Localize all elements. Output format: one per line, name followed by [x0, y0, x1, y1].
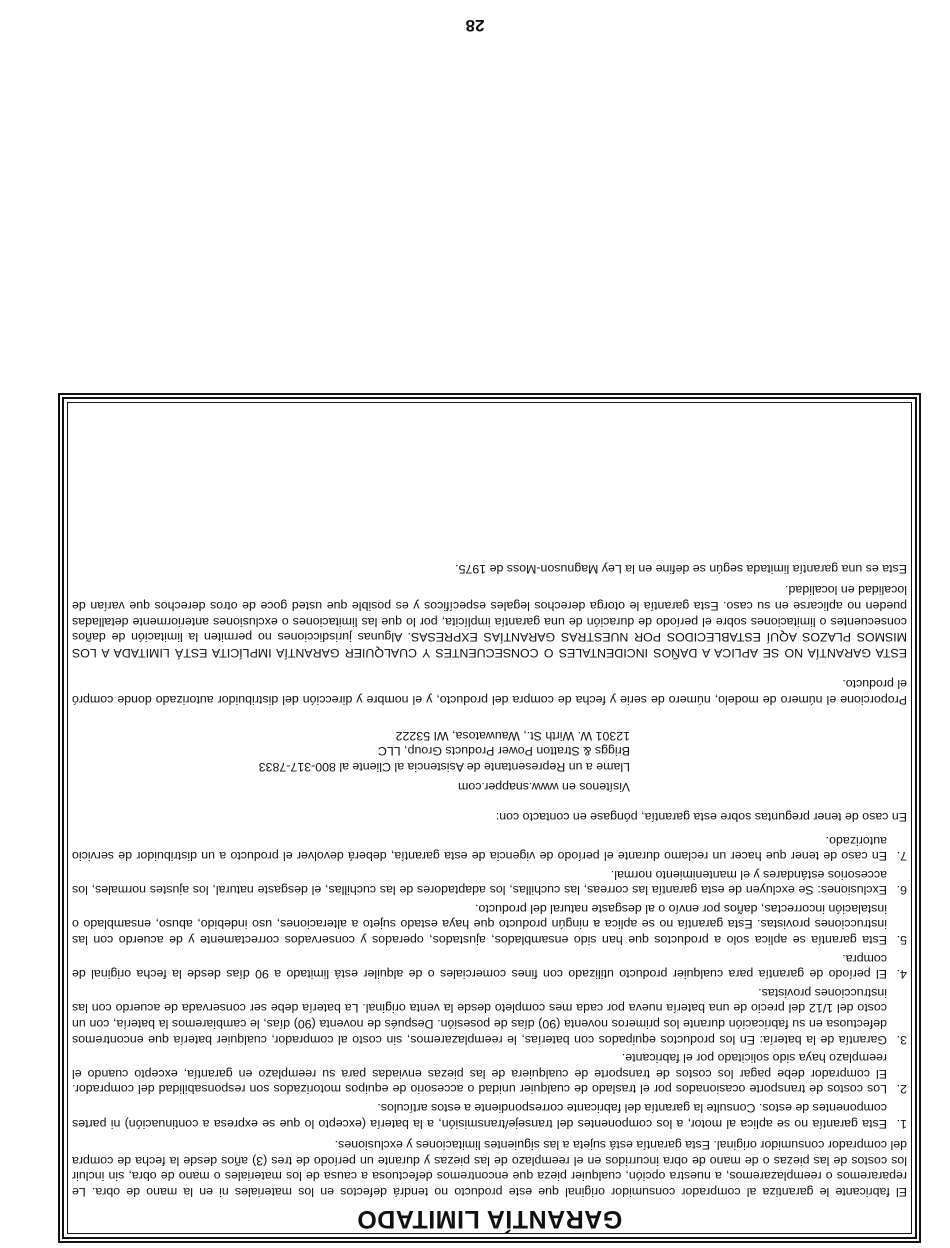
magnuson-moss-note: Esta es una garantía limitada según se define en la Ley Magnuson-Moss de 1975.	[455, 561, 907, 576]
list-item	[72, 900, 907, 947]
list-item-number: 3.	[896, 1032, 907, 1047]
list-item-text: Garantía de la batería: En los productos equipados con baterías, le reemplazaremos, sin costo al comprador, cualquier batería que encontremos defectuosa en su fabricación durante los primeros noventa (90) días de posesión. Después de noventa (90) días, le cambiaremos la batería, con un costo del 1/12 del precio de una batería nueva por cada mes completo desde la venta original. La batería debe ser conservada de acuerdo con las instrucciones provistas.	[72, 985, 887, 1047]
contact-phone: Llame a un Representante de Asistencia al Cliente al 800-317-7833	[258, 759, 630, 774]
warranty-intro: El fabricante le garantiza al comprador consumidor original que este producto no tendrá defectos en los materiales ni en la mano de obra. Le repararemos o reemplazaremos, a nuestra opción, cualquier pieza que encontremos defectuosa a causa de los materiales o mano de obra, sin incluir los costos de las piezas o de mano de obra incurridos en el reemplazo de las piezas y durante un período de tres (3) años desde la fecha de compra del comprador consumidor original. Esta garantía está sujeta a las siguientes limitaciones y exclusiones.	[72, 1138, 907, 1199]
contact-company: Briggs & Stratton Power Products Group, LLC	[377, 744, 630, 759]
list-item-text: Los costos de transporte ocasionados por el traslado de cualquier unidad o accesorio de equipos motorizados son responsabilidad del comprador. El comprador debe pagar los costos de transporte de cualquiera de las piezas enviadas para su reemplazo en garantía, excepto cuando el reemplazo haya sido solicitado por el fabricante.	[72, 1051, 887, 1097]
provide-info-paragraph: Proporcione el número de modelo, número de serie y fecha de compra del producto, y el nombre y dirección del distribuidor autorizado donde compró el producto.	[72, 677, 907, 707]
list-item	[72, 1050, 907, 1097]
warranty-title: GARANTÍA LIMITADO	[356, 1205, 623, 1233]
warranty-box	[58, 393, 921, 1243]
list-item-number: 5.	[896, 933, 907, 948]
list-item-number: 6.	[896, 883, 907, 898]
list-item	[72, 832, 907, 863]
contact-website[interactable]: Visítenos en www.snapper.com	[458, 780, 630, 795]
page-number: 28	[465, 16, 485, 35]
list-item-text: El período de garantía para cualquier producto utilizado con fines comerciales o de alquiler está limitado a 90 días desde la fecha original de compra.	[72, 951, 887, 982]
contact-address: 12301 W. Wirth St., Wauwatosa, WI 53222	[395, 728, 630, 743]
contact-intro: En caso de tener preguntas sobre esta garantía, póngase en contacto con:	[495, 809, 907, 824]
list-item-text: Esta garantía no se aplica al motor, a los componentes del transeje/transmisión, a la batería (excepto lo que se expresa a continuación) ni partes componentes de estos. Consulte la garantía del fabricante correspondiente a estos artículos.	[72, 1101, 887, 1131]
list-item	[72, 950, 907, 981]
list-item-number: 7.	[896, 849, 907, 864]
list-item-number: 1.	[896, 1116, 907, 1131]
list-item	[72, 984, 907, 1046]
list-item	[72, 1099, 907, 1130]
list-item-number: 2.	[896, 1082, 907, 1097]
disclaimer-paragraph: ESTA GARANTÍA NO SE APLICA A DAÑOS INCIDENTALES O CONSECUENTES Y CUALQUIER GARANTÍA IMPLÍCITA ESTÁ LIMITADA A LOS MISMOS PLAZOS AQUÍ ESTABLECIDOS POR NUESTRAS GARANTÍAS EXPRESAS. Algunas jurisdicciones no permiten la limitación de daños consecuentes o limitaciones sobre el período de duración de una garantía implícita, por lo que las limitaciones o exclusiones anteriormente detalladas pueden no aplicarse en su caso. Esta garantía le otorga derechos legales específicos y es posible que usted goce de otros derechos que varían de localidad en localidad.	[72, 583, 907, 660]
contact-block	[72, 727, 630, 794]
list-item-text: Esta garantía se aplica solo a productos que han sido ensamblados, ajustados, operados y conservados correctamente y de acuerdo con las instrucciones provistas. Esta garantía no se aplica a ningún producto que haya estado sujeto a alteraciones, uso indebido, abuso, ensamblado o instalación incorrectas, daños por envío o al desgaste natural del producto.	[72, 901, 887, 948]
list-item-number: 4.	[896, 967, 907, 982]
list-item	[72, 866, 907, 897]
list-item-text: En caso de tener que hacer un reclamo durante el período de vigencia de esta garantía, deberá devolver el producto a un distribuidor de servicio autorizado.	[72, 833, 887, 864]
warranty-content	[72, 554, 907, 1235]
list-item-text: Exclusiones: Se excluyen de esta garantía las correas, las cuchillas, los adaptadores de las cuchillas, el desgaste natural, los ajustes normales, los accesorios estándares y el mantenimiento normal.	[72, 867, 887, 898]
warranty-exclusions-list	[72, 832, 907, 1131]
